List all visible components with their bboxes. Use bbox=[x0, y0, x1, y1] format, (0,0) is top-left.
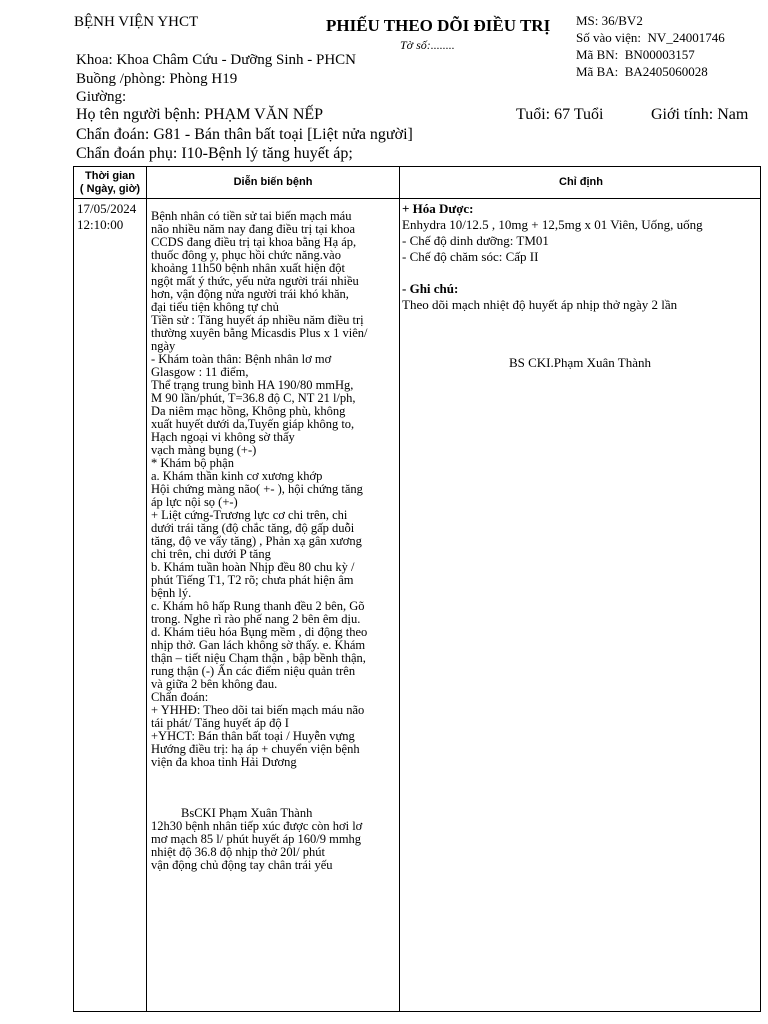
progress-line: và giữa 2 bên không đau. bbox=[151, 677, 278, 691]
admission-value: NV_24001746 bbox=[647, 30, 725, 45]
progress-line: Da niêm mạc hồng, Không phù, không bbox=[151, 404, 346, 418]
progress-line: ngột mất ý thức, yếu nửa người trái nhiều bbox=[151, 274, 359, 288]
column-divider bbox=[399, 167, 400, 1011]
progress-line: nhịp thở. Gan lách không sờ thấy. e. Khám bbox=[151, 638, 366, 652]
progress-line: Hội chứng màng não( +- ), hội chứng tăng bbox=[151, 482, 363, 496]
progress-line: + Liệt cứng-Trương lực cơ chi trên, chi bbox=[151, 508, 348, 522]
header-orders: Chỉ định bbox=[559, 176, 603, 188]
patient-name: Họ tên người bệnh: PHẠM VĂN NẾP bbox=[76, 106, 324, 123]
progress-cell bbox=[151, 210, 397, 872]
record-code bbox=[576, 64, 708, 80]
record-code-value: BA2405060028 bbox=[624, 64, 708, 79]
note-heading: - Ghi chú: bbox=[402, 281, 459, 296]
progress-line: dưới trái tăng (độ chắc tăng, độ gấp duỗi bbox=[151, 521, 355, 535]
progress-line: vạch màng bụng (+-) bbox=[151, 443, 257, 457]
care-order: - Chế độ chăm sóc: Cấp II bbox=[402, 249, 539, 264]
progress-line: áp lực nội sọ (+-) bbox=[151, 495, 238, 509]
progress-line: a. Khám thần kinh cơ xương khớp bbox=[151, 469, 323, 483]
progress-line: khoảng 11h50 bệnh nhân xuất hiện đột bbox=[151, 261, 345, 275]
patient-code-label: Mã BN: bbox=[576, 47, 619, 62]
progress-line: thường xuyên bằng Micasdis Plus x 1 viên/ bbox=[151, 326, 368, 340]
progress-line: rung thận (-) Ấn các điểm niệu quản trên bbox=[151, 664, 356, 678]
patient-code-value: BN00003157 bbox=[624, 47, 695, 62]
drug-order: Enhydra 10/12.5 , 10mg + 12,5mg x 01 Viên, Uống, uống bbox=[402, 217, 703, 232]
department: Khoa: Khoa Châm Cứu - Dưỡng Sinh - PHCN bbox=[76, 52, 357, 68]
progress-line: CCDS đang điều trị tại khoa bằng Hạ áp, bbox=[151, 235, 357, 249]
room: Buồng /phòng: Phòng H19 bbox=[76, 71, 238, 87]
sheet-number: Tờ số:........ bbox=[400, 38, 455, 52]
progress-line: d. Khám tiêu hóa Bụng mềm , di động theo bbox=[151, 625, 368, 639]
patient-sex: Giới tính: Nam bbox=[651, 106, 749, 123]
column-divider bbox=[146, 167, 147, 1011]
progress-line: +YHCT: Bán thân bất toại / Huyễn vựng bbox=[151, 729, 355, 743]
progress-line: b. Khám tuần hoàn Nhịp đều 80 chu kỳ / bbox=[151, 560, 355, 574]
treatment-table bbox=[73, 166, 761, 1012]
progress-line: - Khám toàn thân: Bệnh nhân lơ mơ bbox=[151, 352, 332, 366]
progress-line: thuốc đông y, phục hồi chức năng.vào bbox=[151, 248, 341, 262]
drug-heading: + Hóa Dược: bbox=[402, 201, 474, 216]
doctor-signature: BS CKI.Phạm Xuân Thành bbox=[508, 355, 652, 370]
progress-line: Hướng điều trị: hạ áp + chuyển viện bệnh bbox=[151, 742, 360, 756]
sub-diagnosis: Chẩn đoán phụ: I10-Bệnh lý tăng huyết áp; bbox=[76, 145, 353, 162]
progress-line: tăng, độ ve vẩy tăng) , Phản xạ gân xương bbox=[151, 534, 362, 548]
progress-line: + YHHĐ: Theo dõi tai biến mạch máu não bbox=[151, 703, 365, 717]
record-code-label: Mã BA: bbox=[576, 64, 619, 79]
header-time-line2: ( Ngày, giờ) bbox=[79, 182, 141, 195]
entry-datetime bbox=[77, 201, 136, 233]
entry-date: 17/05/2024 bbox=[77, 201, 137, 216]
progress-line: Tiền sử : Tăng huyết áp nhiều năm điều trị bbox=[151, 313, 364, 327]
patient-code bbox=[576, 47, 695, 63]
admission-label: Số vào viện: bbox=[576, 30, 641, 45]
progress-line: phút Tiếng T1, T2 rõ; chưa phát hiện âm bbox=[151, 573, 354, 587]
progress-line: não nhiều năm nay đang điều trị tại khoa bbox=[151, 222, 356, 236]
progress-line: Glasgow : 11 điểm, bbox=[151, 365, 249, 379]
progress-line: * Khám bộ phận bbox=[151, 456, 234, 470]
progress-followup-line: 12h30 bệnh nhân tiếp xúc được còn hơi lơ bbox=[151, 819, 363, 833]
progress-line: bệnh lý. bbox=[151, 586, 192, 600]
progress-line: xuất huyết dưới da,Tuyến giáp không to, bbox=[151, 417, 355, 431]
note-text: Theo dõi mạch nhiệt độ huyết áp nhịp thở ngày 2 lần bbox=[402, 297, 678, 312]
progress-followup-line: nhiệt độ 36.8 độ nhịp thở 20l/ phút bbox=[151, 845, 325, 859]
header-progress: Diễn biến bệnh bbox=[233, 176, 313, 188]
progress-line: Hạch ngoại vi không sờ thấy bbox=[151, 430, 295, 444]
form-code: MS: 36/BV2 bbox=[576, 13, 643, 28]
diagnosis: Chẩn đoán: G81 - Bán thân bất toại [Liệt nửa người] bbox=[76, 126, 413, 143]
progress-line: tái phát/ Tăng huyết áp độ I bbox=[151, 716, 289, 730]
progress-line: hơn, vận động nửa người trái khó khăn, bbox=[151, 287, 349, 301]
progress-line: Bệnh nhân có tiền sử tai biến mạch máu bbox=[151, 209, 352, 223]
header-time-line1: Thời gian bbox=[85, 169, 135, 182]
form-title: PHIẾU THEO DÕI ĐIỀU TRỊ bbox=[326, 16, 551, 35]
progress-line: c. Khám hô hấp Rung thanh đều 2 bên, Gõ bbox=[151, 599, 365, 613]
header-time bbox=[74, 167, 146, 198]
progress-line: M 90 lần/phút, T=36.8 độ C, NT 21 l/ph, bbox=[151, 391, 356, 405]
progress-followup-line: mơ mạch 85 l/ phút huyết áp 160/9 mmhg bbox=[151, 832, 362, 846]
orders-cell bbox=[402, 201, 758, 371]
progress-line: viện đa khoa tỉnh Hải Dương bbox=[151, 755, 297, 769]
patient-age: Tuổi: 67 Tuổi bbox=[516, 106, 604, 123]
progress-line: đại tiểu tiện không tự chủ bbox=[151, 300, 279, 314]
progress-line: chi trên, chi dưới P tăng bbox=[151, 547, 271, 561]
progress-line: Thể trạng trung bình HA 190/80 mmHg, bbox=[151, 378, 354, 392]
diet-order: - Chế độ dinh dưỡng: TM01 bbox=[402, 233, 549, 248]
progress-followup-line: vận động chủ động tay chân trái yếu bbox=[151, 858, 333, 872]
progress-line: ngày bbox=[151, 339, 176, 353]
progress-line: Chẩn đoán: bbox=[151, 690, 209, 704]
progress-line: trong. Nghe rì rào phế nang 2 bên êm dịu. bbox=[151, 612, 361, 626]
bed: Giường: bbox=[76, 89, 127, 105]
hospital-name: BỆNH VIỆN YHCT bbox=[74, 14, 199, 30]
entry-time: 12:10:00 bbox=[77, 217, 124, 232]
admission-number bbox=[576, 30, 725, 46]
progress-line: thận – tiết niệu Chạm thận , bập bềnh thận, bbox=[151, 651, 366, 665]
progress-signature: BsCKI Phạm Xuân Thành bbox=[181, 806, 313, 820]
